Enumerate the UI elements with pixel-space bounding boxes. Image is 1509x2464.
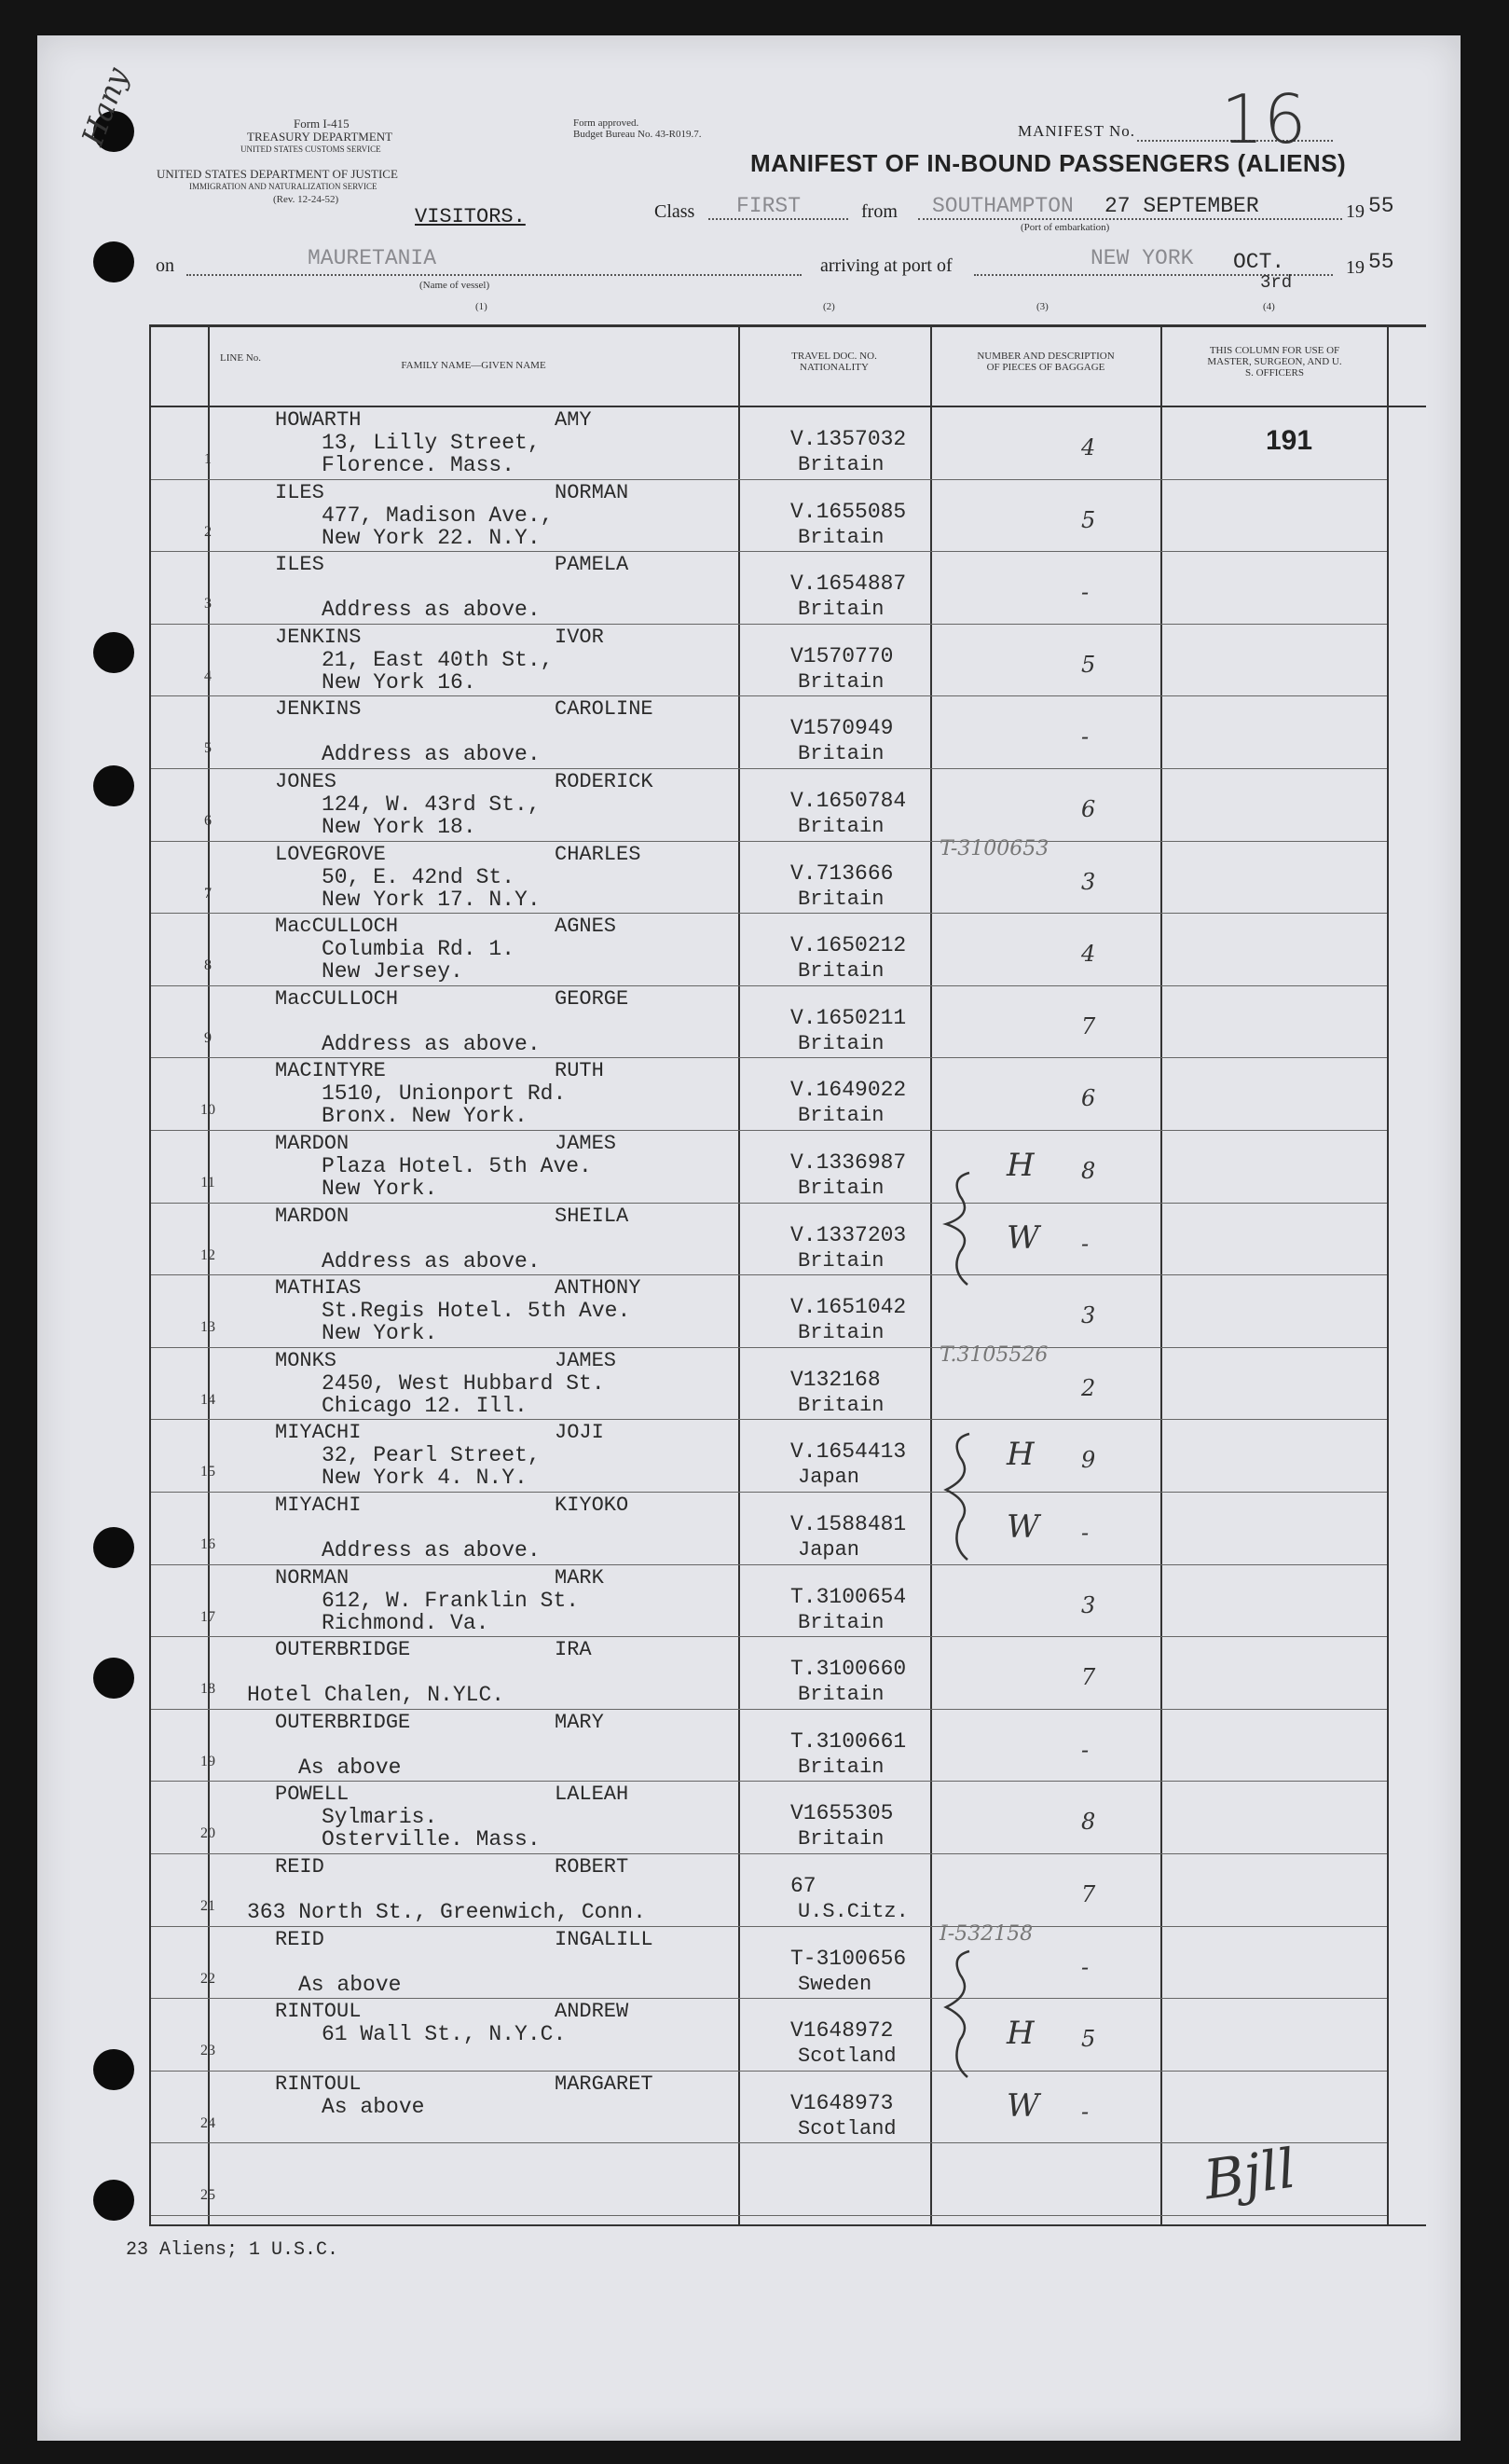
punch-hole (93, 241, 134, 282)
row-divider (151, 1564, 1387, 1565)
given-name: LALEAH (555, 1783, 629, 1807)
line-number: 14 (200, 1391, 215, 1408)
line-number: 1 (204, 451, 212, 467)
from-year-prefix: 19 (1346, 201, 1365, 222)
baggage-count: 5 (1081, 651, 1096, 678)
nationality: Sweden (798, 1972, 872, 1996)
from-date: 27 SEPTEMBER (1104, 194, 1259, 218)
family-name: JENKINS (275, 625, 362, 649)
address-line-1: 32, Pearl Street, (322, 1443, 541, 1468)
handwritten-note: W (1007, 2086, 1039, 2125)
line-number: 12 (200, 1246, 215, 1263)
address-line-1: 13, Lilly Street, (322, 431, 541, 455)
row-divider (151, 841, 1387, 842)
arrival-port: NEW YORK (1091, 246, 1194, 270)
treasury-dept: TREASURY DEPARTMENT (247, 130, 393, 144)
nationality: Britain (798, 815, 885, 838)
baggage-count: 9 (1081, 1447, 1096, 1474)
travel-doc-no: V1648972 (790, 2018, 894, 2044)
line-number: 10 (200, 1102, 215, 1119)
address-line-1: 1510, Unionport Rd. (322, 1081, 567, 1107)
given-name: NORMAN (555, 480, 629, 504)
family-name: MacCULLOCH (275, 915, 399, 939)
given-name: MARK (555, 1565, 604, 1590)
punch-hole (93, 632, 134, 673)
nationality: Britain (798, 1177, 885, 1200)
handwritten-brace-marks (932, 1136, 1063, 2226)
address-line-2: New York 4. N.Y. (322, 1466, 528, 1491)
given-name: SHEILA (555, 1204, 629, 1228)
line-number: 18 (200, 1681, 215, 1698)
row-divider (151, 624, 1387, 625)
arrival-day: 3rd (1260, 272, 1293, 293)
row-divider (151, 1492, 1387, 1493)
address-line-2: New Jersey. (322, 959, 463, 984)
nationality: Britain (798, 1755, 885, 1779)
line-number: 21 (200, 1898, 215, 1914)
column-2-num: (2) (823, 301, 835, 312)
vessel-line (186, 274, 802, 276)
family-name: MATHIAS (275, 1276, 362, 1301)
baggage-count: - (1081, 2098, 1090, 2125)
from-port: SOUTHAMPTON (932, 194, 1074, 218)
travel-doc-no: V.1357032 (790, 427, 907, 451)
family-name: RINTOUL (275, 2000, 362, 2024)
punch-hole (93, 1527, 134, 1568)
address-line-1: As above (322, 2094, 425, 2119)
row-divider (151, 1274, 1387, 1275)
family-name: JONES (275, 770, 337, 793)
nationality: Britain (798, 887, 885, 911)
travel-doc-no: V.1655085 (790, 499, 907, 524)
row-divider (151, 1347, 1387, 1348)
travel-doc-no: V.1337203 (790, 1222, 907, 1247)
nationality: Britain (798, 1248, 885, 1273)
address-line-2: Address as above. (322, 1248, 541, 1273)
given-name: JAMES (555, 1132, 617, 1155)
travel-doc-no: V1648973 (790, 2090, 894, 2115)
arrival-month: OCT. (1233, 250, 1285, 274)
line-number: 20 (200, 1825, 215, 1842)
nationality: Japan (798, 1466, 860, 1490)
address-line-2: As above (298, 1972, 402, 1997)
address-line-2: New York. (322, 1321, 438, 1346)
row-divider (151, 1130, 1387, 1131)
handwritten-note: T.3105526 (940, 1342, 1049, 1367)
given-name: RUTH (555, 1059, 604, 1083)
given-name: CAROLINE (555, 697, 653, 722)
line-number: 8 (204, 957, 212, 974)
baggage-count: - (1081, 1230, 1090, 1257)
col-header-name: FAMILY NAME—GIVEN NAME (401, 360, 546, 371)
family-name: REID (275, 1855, 324, 1879)
row-divider (151, 1057, 1387, 1058)
travel-doc-no: T-3100656 (790, 1946, 907, 1971)
baggage-count: - (1081, 1520, 1090, 1546)
officer-number: 191 (1266, 425, 1313, 456)
nationality: Britain (798, 959, 885, 984)
from-label: from (861, 201, 898, 222)
given-name: MARGARET (555, 2072, 653, 2096)
travel-doc-no: V.1651042 (790, 1295, 907, 1320)
handwritten-note: I-532158 (940, 1921, 1034, 1946)
row-divider (151, 2215, 1387, 2216)
given-name: IVOR (555, 625, 604, 649)
line-number: 15 (200, 1464, 215, 1480)
given-name: GEORGE (555, 986, 629, 1011)
address-line-2: New York 18. (322, 815, 476, 839)
family-name: RINTOUL (275, 2072, 362, 2096)
immigration-service: IMMIGRATION AND NATURALIZATION SERVICE (189, 182, 377, 191)
column-4-num: (4) (1263, 301, 1275, 312)
row-divider (151, 2071, 1387, 2072)
row-divider (151, 2142, 1387, 2143)
from-line (918, 218, 1342, 220)
baggage-count: 3 (1081, 1302, 1096, 1329)
address-line-1: 2450, West Hubbard St. (322, 1370, 605, 1396)
travel-doc-no: T.3100661 (790, 1728, 907, 1754)
family-name: MIYACHI (275, 1494, 362, 1517)
address-line-2: Bronx. New York. (322, 1104, 528, 1129)
handwritten-note: H (1007, 1436, 1035, 1474)
row-divider (151, 1636, 1387, 1637)
col-header-travel: TRAVEL DOC. NO. NATIONALITY (791, 351, 877, 373)
row-divider (151, 479, 1387, 480)
line-number: 13 (200, 1319, 215, 1336)
line-number: 24 (200, 2114, 215, 2131)
baggage-count: 3 (1081, 868, 1096, 895)
address-line-1: 124, W. 43rd St., (322, 792, 541, 817)
address-line-1: 21, East 40th St., (322, 647, 554, 672)
line-number: 9 (204, 1029, 212, 1046)
customs-service: UNITED STATES CUSTOMS SERVICE (240, 145, 381, 154)
travel-doc-no: V.1650212 (790, 933, 907, 958)
address-line-2: New York 22. N.Y. (322, 525, 541, 550)
line-number: 6 (204, 813, 212, 829)
vessel-name: MAURETANIA (308, 246, 437, 270)
address-line-1: 61 Wall St., N.Y.C. (322, 2022, 567, 2047)
baggage-count: 6 (1081, 796, 1096, 822)
given-name: ANDREW (555, 2000, 629, 2024)
row-divider (151, 1926, 1387, 1927)
row-divider (151, 768, 1387, 769)
nationality: Britain (798, 1104, 885, 1128)
travel-doc-no: V.1336987 (790, 1150, 907, 1175)
address-line-2: Address as above. (322, 1031, 541, 1056)
margin-initials: Hany (75, 62, 136, 150)
row-divider (151, 913, 1387, 914)
port-embarkation-caption: (Port of embarkation) (1021, 222, 1110, 233)
address-line-1: Sylmaris. (322, 1805, 438, 1830)
nationality: Britain (798, 453, 885, 476)
given-name: IRA (555, 1638, 592, 1662)
table-bottom-border (149, 2224, 1426, 2226)
punch-hole (93, 2049, 134, 2090)
baggage-count: 3 (1081, 1591, 1096, 1618)
address-line-2: New York 16. (322, 669, 476, 695)
col-header-officers: THIS COLUMN FOR USE OF MASTER, SURGEON, AND U. S. OFFICERS (1207, 345, 1342, 379)
travel-doc-no: V1570949 (790, 716, 894, 741)
baggage-count: 7 (1081, 1012, 1096, 1039)
row-divider (151, 695, 1387, 696)
revision: (Rev. 12-24-52) (273, 194, 339, 205)
nationality: Scotland (798, 2116, 897, 2141)
nationality: Britain (798, 742, 885, 766)
family-name: MARDON (275, 1132, 350, 1155)
baggage-count: 4 (1081, 434, 1096, 461)
nationality: Britain (798, 525, 885, 549)
visitors-label: VISITORS. (415, 205, 526, 228)
address-line-2: Address as above. (322, 1538, 541, 1562)
row-divider (151, 1203, 1387, 1204)
family-name: MACINTYRE (275, 1059, 386, 1083)
address-line-2: 363 North St., Greenwich, Conn. (247, 1900, 646, 1924)
address-line-1: 477, Madison Ave., (322, 502, 554, 528)
family-name: MIYACHI (275, 1421, 362, 1445)
address-line-2: New York 17. N.Y. (322, 887, 541, 912)
line-number: 2 (204, 523, 212, 540)
punch-hole (93, 1658, 134, 1699)
table-top-border (149, 324, 1426, 327)
manifest-title: MANIFEST OF IN-BOUND PASSENGERS (ALIENS) (750, 149, 1347, 177)
nationality: Britain (798, 1683, 885, 1707)
family-name: ILES (275, 480, 324, 504)
officer-signature: Bjll (1200, 2136, 1299, 2212)
travel-doc-no: V.1588481 (790, 1512, 907, 1536)
vessel-caption: (Name of vessel) (419, 280, 490, 291)
given-name: ANTHONY (555, 1276, 641, 1301)
nationality: Britain (798, 1610, 885, 1634)
address-line-2: Hotel Chalen, N.YLC. (247, 1683, 505, 1708)
col-header-line-no: LINE No. (220, 352, 261, 364)
row-divider (151, 1419, 1387, 1420)
given-name: JAMES (555, 1348, 617, 1372)
nationality: Britain (798, 1031, 885, 1055)
given-name: JOJI (555, 1421, 604, 1445)
travel-doc-no: V.713666 (790, 860, 894, 886)
family-name: ILES (275, 553, 324, 577)
class-line (708, 218, 848, 220)
totals-note: 23 Aliens; 1 U.S.C. (126, 2239, 339, 2261)
nationality: Japan (798, 1538, 860, 1562)
address-line-2: Florence. Mass. (322, 453, 515, 477)
row-divider (151, 551, 1387, 552)
line-number: 7 (204, 885, 212, 902)
baggage-count: 8 (1081, 1158, 1096, 1184)
baggage-count: 4 (1081, 941, 1096, 968)
arrival-year: 55 (1368, 250, 1394, 274)
address-line-1: Columbia Rd. 1. (322, 937, 515, 962)
family-name: NORMAN (275, 1565, 350, 1590)
baggage-count: - (1081, 579, 1090, 606)
given-name: PAMELA (555, 553, 629, 577)
baggage-count: 5 (1081, 2026, 1096, 2053)
nationality: Britain (798, 669, 885, 694)
line-number: 4 (204, 668, 212, 684)
address-line-2: Richmond. Va. (322, 1610, 489, 1635)
class-label: Class (654, 201, 695, 222)
nationality: Britain (798, 1321, 885, 1345)
given-name: AGNES (555, 915, 617, 939)
manifest-number: 16 (1221, 80, 1307, 158)
travel-doc-no: 67 (790, 1874, 816, 1898)
row-divider (151, 1853, 1387, 1854)
manifest-page (37, 35, 1461, 2441)
given-name: RODERICK (555, 770, 653, 793)
row-divider (151, 985, 1387, 986)
given-name: CHARLES (555, 842, 641, 866)
travel-doc-no: V.1654887 (790, 571, 907, 597)
column-3-num: (3) (1036, 301, 1049, 312)
family-name: REID (275, 1927, 324, 1951)
on-label: on (156, 255, 174, 276)
travel-doc-no: V.1650211 (790, 1005, 907, 1030)
handwritten-note: W (1007, 1508, 1039, 1546)
travel-doc-no: V.1650784 (790, 789, 907, 813)
nationality: Britain (798, 1393, 885, 1417)
travel-doc-no: V132168 (790, 1367, 881, 1392)
travel-doc-no: V1570770 (790, 643, 894, 668)
line-number: 19 (200, 1753, 215, 1769)
given-name: KIYOKO (555, 1494, 629, 1517)
baggage-count: 2 (1081, 1374, 1096, 1401)
address-line-1: 612, W. Franklin St. (322, 1588, 580, 1613)
line-number: 17 (200, 1608, 215, 1625)
handwritten-note: H (1007, 1147, 1035, 1184)
address-line-1: 50, E. 42nd St. (322, 864, 515, 889)
given-name: MARY (555, 1710, 604, 1734)
nationality: Britain (798, 1827, 885, 1851)
officer-col-subrule (1160, 406, 1387, 407)
class-value: FIRST (736, 194, 802, 218)
family-name: OUTERBRIDGE (275, 1710, 411, 1734)
baggage-count: - (1081, 1953, 1090, 1980)
arrival-year-prefix: 19 (1346, 257, 1365, 278)
punch-hole (93, 2180, 134, 2221)
row-divider (151, 1781, 1387, 1782)
line-number: 16 (200, 1536, 215, 1552)
address-line-1: Plaza Hotel. 5th Ave. (322, 1154, 592, 1178)
line-number: 5 (204, 740, 212, 757)
given-name: ROBERT (555, 1855, 629, 1879)
table-right-border (1387, 324, 1389, 2226)
family-name: JENKINS (275, 697, 362, 722)
column-1-num: (1) (475, 301, 487, 312)
nationality: U.S.Citz. (798, 1900, 909, 1923)
address-line-2: As above (298, 1755, 402, 1780)
baggage-count: 6 (1081, 1085, 1096, 1112)
justice-dept: UNITED STATES DEPARTMENT OF JUSTICE (157, 167, 398, 181)
family-name: HOWARTH (275, 408, 362, 432)
family-name: POWELL (275, 1783, 350, 1807)
given-name: INGALILL (555, 1927, 653, 1951)
family-name: MacCULLOCH (275, 986, 399, 1011)
family-name: MONKS (275, 1348, 337, 1372)
line-number: 22 (200, 1970, 215, 1987)
baggage-count: 7 (1081, 1881, 1096, 1907)
baggage-count: 5 (1081, 506, 1096, 533)
address-line-2: Address as above. (322, 742, 541, 767)
handwritten-note: T-3100653 (940, 836, 1049, 860)
row-divider (151, 1709, 1387, 1710)
nationality: Scotland (798, 2044, 897, 2069)
travel-doc-no: T.3100654 (790, 1584, 907, 1609)
baggage-count: - (1081, 723, 1090, 750)
row-divider (151, 1998, 1387, 1999)
arriving-label: arriving at port of (820, 255, 953, 276)
family-name: OUTERBRIDGE (275, 1638, 411, 1662)
travel-doc-no: V.1654413 (790, 1439, 907, 1465)
nationality: Britain (798, 598, 885, 622)
travel-doc-no: T.3100660 (790, 1657, 907, 1682)
from-year: 55 (1368, 194, 1394, 218)
address-line-2: New York. (322, 1177, 438, 1201)
travel-doc-no: V.1649022 (790, 1078, 907, 1103)
line-number: 23 (200, 2043, 215, 2059)
punch-hole (93, 765, 134, 806)
family-name: MARDON (275, 1204, 350, 1228)
given-name: AMY (555, 408, 592, 432)
manifest-label: MANIFEST No. (1018, 122, 1135, 140)
form-number: Form I-415 (294, 117, 350, 131)
budget-bureau: Budget Bureau No. 43-R019.7. (573, 129, 702, 140)
baggage-count: - (1081, 1736, 1090, 1763)
col-header-baggage: NUMBER AND DESCRIPTION OF PIECES OF BAGGAGE (977, 351, 1115, 373)
line-number: 11 (200, 1175, 215, 1191)
family-name: LOVEGROVE (275, 842, 386, 866)
handwritten-note: H (1007, 2015, 1035, 2053)
line-number: 3 (204, 596, 212, 613)
travel-doc-no: V1655305 (790, 1801, 894, 1826)
baggage-count: 8 (1081, 1809, 1096, 1836)
form-approved: Form approved. (573, 117, 639, 129)
address-line-2: Osterville. Mass. (322, 1827, 541, 1852)
address-line-2: Chicago 12. Ill. (322, 1393, 528, 1418)
handwritten-note: W (1007, 1218, 1039, 1257)
baggage-count: 7 (1081, 1664, 1096, 1691)
address-line-2: Address as above. (322, 598, 541, 623)
address-line-1: St.Regis Hotel. 5th Ave. (322, 1299, 631, 1324)
line-number: 25 (200, 2187, 215, 2204)
